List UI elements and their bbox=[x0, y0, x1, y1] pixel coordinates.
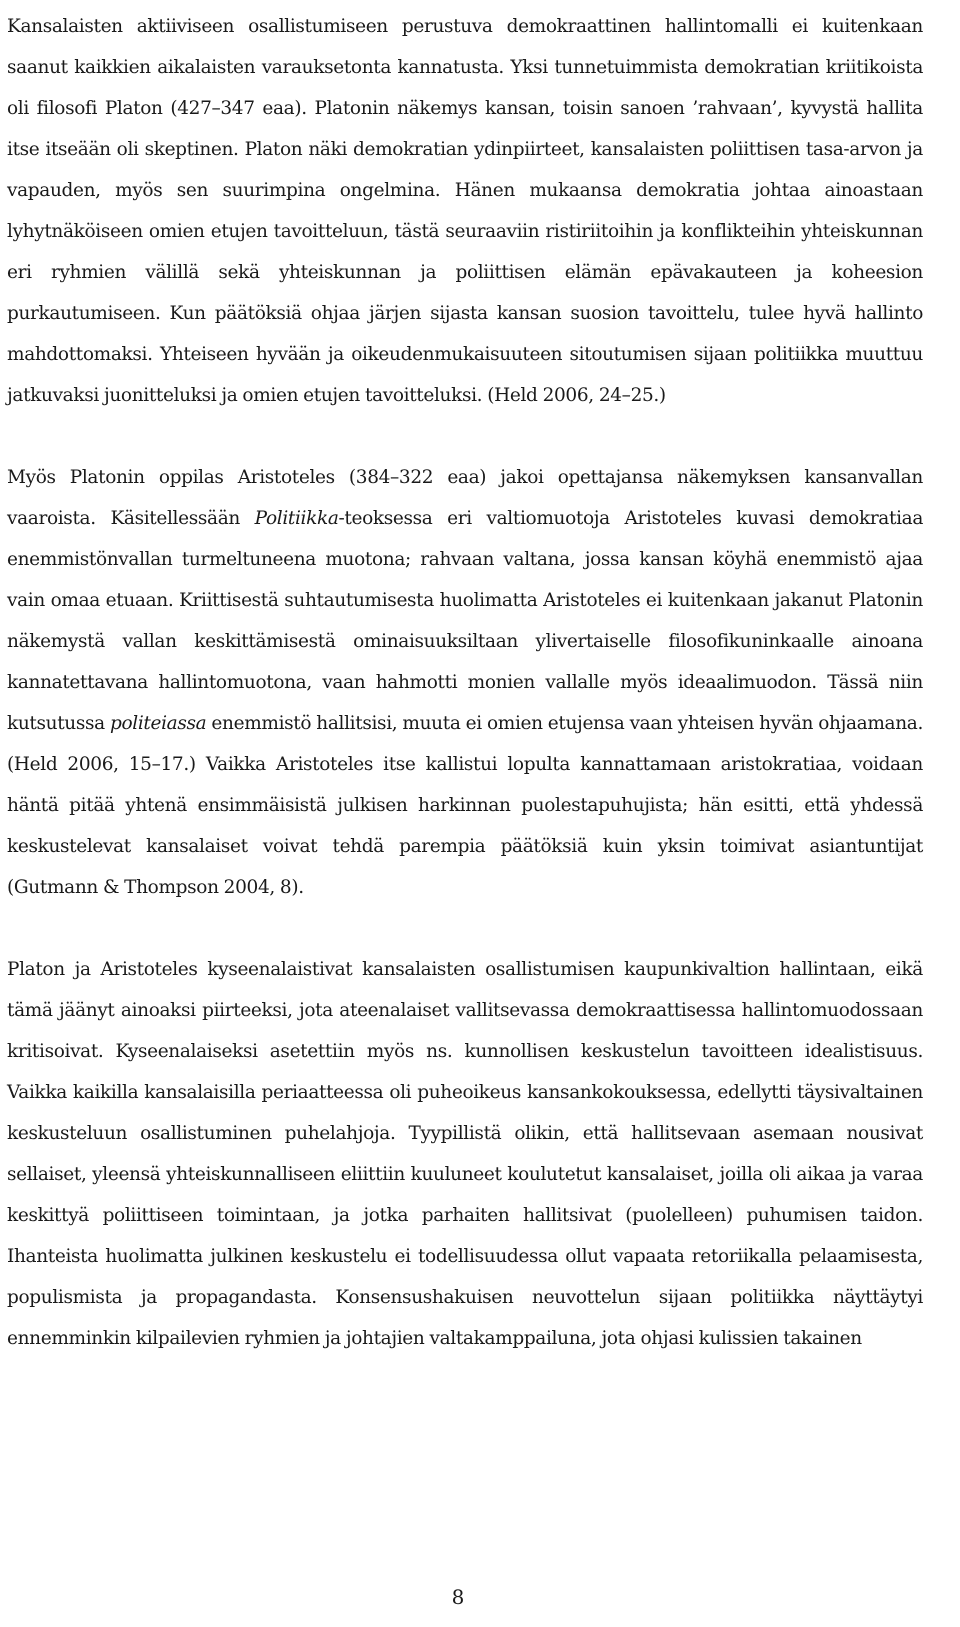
paragraph-text: Platon ja Aristoteles kyseenalaistivat kansalaisten osallistumisen kaupunkivaltion hallintaan, eikä tämä jäänyt ainoaksi piirteeksi, jota ateenalaiset vallitsevassa demokraattisessa hallintomuodossaan kritisoivat. Kyseenalaiseksi asetettiin myös ns. kunnollisen keskustelun tavoitteen idealistisuus. Vaikka kaikilla kansalaisilla periaatteessa oli puheoikeus kansankokouksessa, edellytti täysivaltainen keskusteluun osallistuminen puhelahjoja. Tyypillistä olikin, että hallitsevaan asemaan nousivat sellaiset, yleensä yhteiskunnalliseen eliittiin kuuluneet koulutetut kansalaiset, joilla oli aikaa ja varaa keskittyä poliittiseen toimintaan, ja jotka parhaiten hallitsivat (puolelleen) puhumisen taidon. Ihanteista huolimatta julkinen keskustelu ei todellisuudessa ollut vapaata retoriikalla pelaamisesta, populismista ja propagandasta. Konsensushakuisen neuvottelun sijaan politiikka näyttäytyi ennemminkin kilpailevien ryhmien ja johtajien valtakamppailuna, jota ohjasi kulissien takainen bbox=[7, 959, 923, 1349]
italic-term-politiikka: Politiikka bbox=[254, 508, 339, 529]
paragraph-text: Myös Platonin oppilas Aristoteles (384–322 eaa) jakoi opettajansa näkemyksen kansanvallan vaaroista. Käsitellessään bbox=[7, 467, 923, 529]
page-number: 8 bbox=[451, 1585, 465, 1609]
paragraph-aristoteles bbox=[7, 457, 923, 908]
paragraph-text: -teoksessa eri valtiomuotoja Aristoteles kuvasi demokratiaa enemmistönvallan turmeltuneena muotona; rahvaan valtana, jossa kansan köyhä enemmistö ajaa vain omaa etuaan. Kriittisestä suhtautumisesta huolimatta Aristoteles ei kuitenkaan jakanut Platonin näkemystä vallan keskittämisestä ominaisuuksiltaan ylivertaiselle filosofikuninkaalle ainoana kannatettavana hallintomuotona, vaan hahmotti monien vallalle myös ideaalimuodon. Tässä niin kutsutussa bbox=[7, 508, 924, 734]
italic-term-politeiassa: politeiassa bbox=[109, 713, 207, 734]
paragraph-text: enemmistö hallitsisi, muuta ei omien etujensa vaan yhteisen hyvän ohjaamana. (Held 2006, 15–17.) Vaikka Aristoteles itse kallistui lopulta kannattamaan aristokratiaa, voidaan häntä pitää yhtenä ensimmäisistä julkisen harkinnan puolestapuhujista; hän esitti, että yhdessä keskustelevat kansalaiset voivat tehdä parempia päätöksiä kuin yksin toimivat asiantuntijat (Gutmann & Thompson 2004, 8). bbox=[7, 713, 923, 898]
document-page bbox=[7, 6, 923, 1359]
paragraph-platon-critique bbox=[7, 6, 923, 416]
paragraph-text: Kansalaisten aktiiviseen osallistumiseen perustuva demokraattinen hallintomalli ei kuitenkaan saanut kaikkien aikalaisten varauksetonta kannatusta. Yksi tunnetuimmista demokratian kriitikoista oli filosofi Platon (427–347 eaa). Platonin näkemys kansan, toisin sanoen ’rahvaan’, kyvystä hallita itse itseään oli skeptinen. Platon näki demokratian ydinpiirteet, kansalaisten poliittisen tasa-arvon ja vapauden, myös sen suurimpina ongelmina. Hänen mukaansa demokratia johtaa ainoastaan lyhytnäköiseen omien etujen tavoitteluun, tästä seuraaviin ristiriitoihin ja konflikteihin yhteiskunnan eri ryhmien välillä sekä yhteiskunnan ja poliittisen elämän epävakauteen ja koheesion purkautumiseen. Kun päätöksiä ohjaa järjen sijasta kansan suosion tavoittelu, tulee hyvä hallinto mahdottomaksi. Yhteiseen hyvään ja oikeudenmukaisuuteen sitoutumisen sijaan politiikka muuttuu jatkuvaksi juonitteluksi ja omien etujen tavoitteluksi. (Held 2006, 24–25.) bbox=[7, 16, 923, 406]
paragraph-public-debate bbox=[7, 949, 923, 1359]
